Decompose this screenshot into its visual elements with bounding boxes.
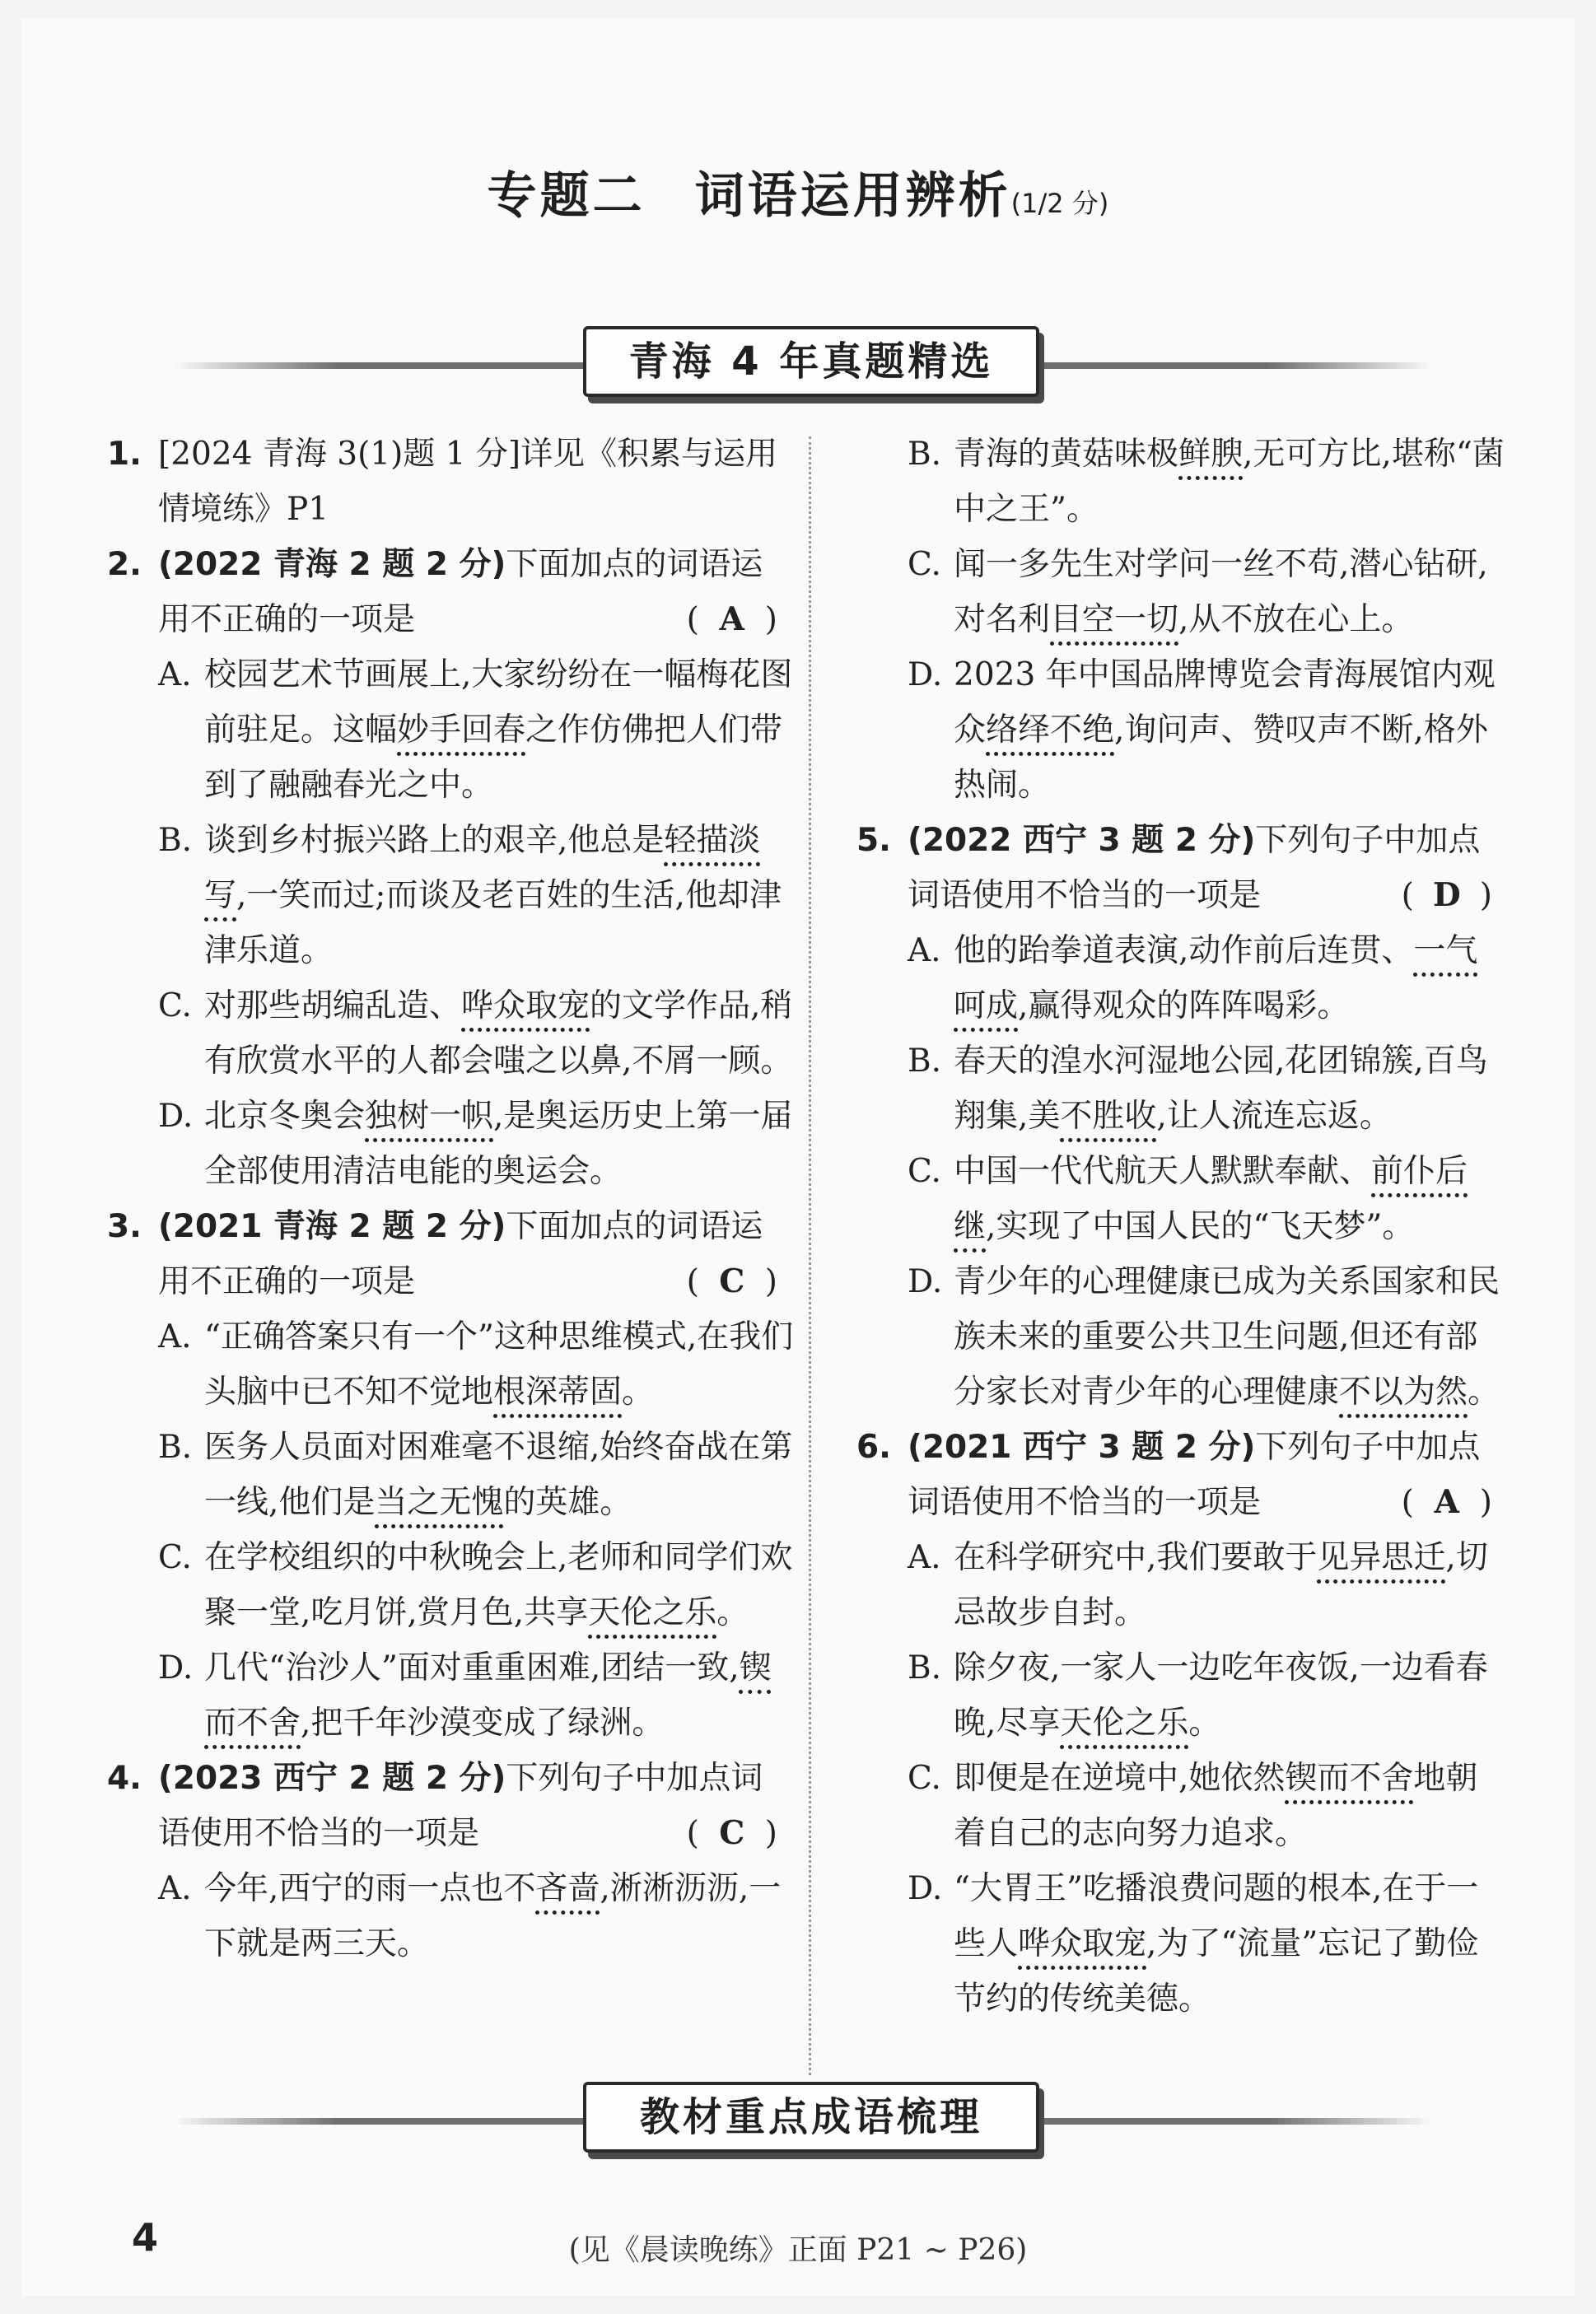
option-label: B.: [908, 1043, 942, 1080]
option-label: D.: [158, 1649, 194, 1687]
option-text: 医务人员面对困难毫不退缩,始终奋战在第一线,他们是: [204, 1429, 793, 1521]
option-label: C.: [908, 1153, 941, 1190]
topic-number: 专题二: [487, 167, 646, 225]
option-text: 青海的黄菇味极: [954, 436, 1179, 473]
option-text: “正确答案只有一个”这种思维模式,在我们头脑中已不知不觉地: [204, 1318, 794, 1411]
answer-letter: C: [719, 1814, 745, 1852]
dotted-phrase: 络绎不绝: [986, 711, 1115, 749]
option-d: [104, 1640, 794, 1751]
option-label: D.: [908, 656, 943, 693]
option-text: 中国一代代航天人默默奉献、: [954, 1153, 1372, 1190]
dotted-phrase: 一气呵成: [954, 932, 1478, 1024]
option-text: 。: [716, 1594, 749, 1631]
answer-box: ( C ): [687, 1254, 777, 1309]
question-number: 1.: [107, 436, 142, 473]
option-d: [853, 1254, 1509, 1420]
score-note: (1/2 分): [1010, 188, 1109, 219]
option-a: [853, 1530, 1509, 1640]
question-stem: 下面加点的词语运用不正确的一项是: [158, 546, 763, 638]
option-d: [853, 647, 1509, 813]
option-text: 校园艺术节画展上,大家纷纷在一幅梅花图前驻足。这幅: [204, 656, 793, 749]
dotted-phrase: 独树一帜: [365, 1098, 494, 1135]
dotted-phrase: 锲而不舍: [1285, 1760, 1414, 1797]
dotted-phrase: 轻描淡写: [204, 822, 761, 914]
option-text: ,把千年沙漠变成了绿洲。: [301, 1705, 665, 1742]
option-label: B.: [158, 1429, 193, 1466]
option-text: 青少年的心理健康已成为关系国家和民族未来的重要公共卫生问题,但还有部分家长对青少年的心理健康: [954, 1263, 1500, 1411]
answer-letter: A: [719, 600, 744, 638]
option-c: [853, 1751, 1509, 1861]
option-label: A.: [158, 1318, 192, 1355]
option-b: [104, 813, 794, 978]
section-banner-idioms: [0, 2082, 1596, 2161]
option-b: [104, 1420, 794, 1530]
dotted-phrase: 哗众取宠: [1018, 1925, 1147, 1962]
option-text: 地朝着自己的志向努力追求。: [954, 1760, 1478, 1852]
option-text: 。: [1188, 1705, 1221, 1742]
option-d: [853, 1861, 1509, 2027]
question-2: [104, 537, 794, 647]
dotted-phrase: 不胜收: [1060, 1098, 1157, 1135]
option-text: ,为了“流量”忘记了勤俭节约的传统美德。: [954, 1925, 1479, 2018]
option-c: [104, 1530, 794, 1640]
option-text: ,实现了中国人民的“飞天梦”。: [986, 1208, 1415, 1245]
option-b: [853, 427, 1509, 537]
option-label: B.: [908, 436, 942, 473]
question-stem: 下列句子中加点词语使用不恰当的一项是: [908, 822, 1481, 914]
question-source: (2022 青海 2 题 2 分): [158, 546, 506, 583]
answer-box: ( A ): [687, 592, 777, 647]
option-label: B.: [158, 822, 193, 859]
option-text: 2023 年中国品牌博览会青海展馆内观众: [954, 656, 1496, 749]
option-text: 在学校组织的中秋晚会上,老师和同学们欢聚一堂,吃月饼,赏月色,共享: [204, 1539, 793, 1631]
dotted-phrase: 锲而不舍: [204, 1649, 772, 1742]
dotted-phrase: 当之无愧: [375, 1484, 504, 1521]
question-stem: 下列句子中加点词语使用不恰当的一项是: [158, 1760, 763, 1852]
question-source: (2021 西宁 3 题 2 分): [908, 1429, 1256, 1466]
option-label: D.: [158, 1098, 194, 1135]
option-text: ,从不放在心上。: [1178, 601, 1414, 638]
page-title: [0, 156, 1596, 227]
question-source: (2022 西宁 3 题 2 分): [908, 822, 1256, 859]
dotted-phrase: 见异思迁: [1317, 1539, 1446, 1576]
answer-letter: A: [1434, 1483, 1459, 1521]
dotted-phrase: 鲜腴: [1178, 436, 1244, 473]
section-label-exam: 青海 4 年真题精选: [583, 326, 1039, 397]
option-text: 之作仿佛把人们带到了融融春光之中。: [204, 711, 783, 804]
question-number: 5.: [856, 822, 891, 859]
option-label: C.: [908, 1760, 941, 1797]
option-text: ,赢得观众的阵阵喝彩。: [1018, 987, 1350, 1024]
option-b: [853, 1033, 1509, 1144]
option-text: 几代“治沙人”面对重重困难,团结一致,: [204, 1649, 740, 1687]
question-text: [2024 青海 3(1)题 1 分]详见《积累与运用情境练》P1: [158, 436, 778, 528]
right-column: [853, 427, 1509, 2027]
dotted-phrase: 妙手回春: [397, 711, 526, 749]
option-text: 。: [622, 1374, 655, 1411]
option-text: 对那些胡编乱造、: [204, 987, 462, 1024]
option-a: [104, 1861, 794, 1971]
option-label: A.: [158, 656, 192, 693]
option-label: A.: [908, 932, 941, 969]
question-number: 4.: [107, 1760, 142, 1797]
question-stem: 下列句子中加点词语使用不恰当的一项是: [908, 1429, 1481, 1521]
option-text: 北京冬奥会: [204, 1098, 366, 1135]
option-text: 的文学作品,稍有欣赏水平的人都会嗤之以鼻,不屑一顾。: [204, 987, 793, 1080]
section-banner-exam: [0, 326, 1596, 405]
option-label: D.: [908, 1870, 943, 1907]
option-b: [853, 1640, 1509, 1751]
question-4: [104, 1751, 794, 1861]
question-source: (2023 西宁 2 题 2 分): [158, 1760, 506, 1797]
question-stem: 下面加点的词语运用不正确的一项是: [158, 1208, 763, 1300]
answer-letter: D: [1432, 876, 1461, 914]
option-c: [104, 978, 794, 1089]
option-label: C.: [158, 1539, 192, 1576]
dotted-phrase: 吝啬: [535, 1870, 600, 1907]
option-text: ,询问声、赞叹声不断,格外热闹。: [954, 711, 1488, 804]
dotted-phrase: 不以为然: [1339, 1374, 1468, 1411]
option-label: D.: [908, 1263, 943, 1300]
option-text: 。: [1468, 1374, 1500, 1411]
question-6: [853, 1420, 1509, 1530]
option-label: A.: [908, 1539, 941, 1576]
left-column: [104, 427, 794, 1971]
dotted-phrase: 前仆后继: [954, 1153, 1468, 1245]
dotted-phrase: 根深蒂固: [493, 1374, 623, 1411]
question-number: 6.: [856, 1429, 891, 1466]
column-divider: [809, 436, 811, 2075]
topic-name: 词语运用辨析: [694, 167, 1011, 225]
option-c: [853, 537, 1509, 647]
option-text: ,淅淅沥沥,一下就是两三天。: [204, 1870, 782, 1962]
option-text: “大胃王”吃播浪费问题的根本,在于一些人: [954, 1870, 1479, 1962]
option-text: 谈到乡村振兴路上的艰辛,他总是: [204, 822, 665, 859]
dotted-phrase: 天伦之乐: [588, 1594, 717, 1631]
option-a: [853, 923, 1509, 1033]
question-source: (2021 青海 2 题 2 分): [158, 1208, 506, 1245]
answer-letter: C: [719, 1262, 745, 1300]
option-a: [104, 647, 794, 813]
question-1: [104, 427, 794, 537]
question-5: [853, 813, 1509, 923]
dotted-phrase: 天伦之乐: [1060, 1705, 1189, 1742]
option-text: ,切忌故步自封。: [954, 1539, 1488, 1631]
option-a: [104, 1309, 794, 1420]
answer-box: ( C ): [687, 1806, 777, 1861]
option-text: 除夕夜,一家人一边吃年夜饭,一边看春晚,尽享: [954, 1649, 1488, 1742]
section-label-idioms: 教材重点成语梳理: [583, 2082, 1039, 2153]
option-text: 的英雄。: [503, 1484, 632, 1521]
question-number: 3.: [107, 1208, 142, 1245]
answer-box: ( A ): [1402, 1475, 1492, 1530]
option-text: 即便是在逆境中,她依然: [954, 1760, 1286, 1797]
option-d: [104, 1089, 794, 1199]
option-text: ,一笑而过;而谈及老百姓的生活,他却津津乐道。: [204, 877, 782, 969]
option-label: C.: [908, 546, 941, 583]
option-text: 闻一多先生对学问一丝不苟,潜心钻研,对名利: [954, 546, 1488, 638]
option-label: B.: [908, 1649, 942, 1687]
option-text: ,无可方比,堪称“菌中之王”。: [954, 436, 1505, 528]
question-3: [104, 1199, 794, 1309]
question-number: 2.: [107, 546, 142, 583]
option-text: 在科学研究中,我们要敢于: [954, 1539, 1318, 1576]
dotted-phrase: 哗众取宠: [461, 987, 590, 1024]
dotted-phrase: 目空一切: [1050, 601, 1179, 638]
answer-box: ( D ): [1402, 868, 1492, 923]
option-label: C.: [158, 987, 192, 1024]
option-label: A.: [158, 1870, 192, 1907]
option-text: 今年,西宁的雨一点也不: [204, 1870, 536, 1907]
option-c: [853, 1144, 1509, 1254]
option-text: 他的跆拳道表演,动作前后连贯、: [954, 932, 1414, 969]
option-text: ,是奥运历史上第一届全部使用清洁电能的奥运会。: [204, 1098, 793, 1190]
option-text: ,让人流连忘返。: [1156, 1098, 1392, 1135]
page-number: 4: [132, 2215, 159, 2260]
option-text: 春天的湟水河湿地公园,花团锦簇,百鸟翔集,美: [954, 1043, 1488, 1135]
section-subtitle: (见《晨读晚练》正面 P21 ~ P26): [568, 2233, 1028, 2267]
